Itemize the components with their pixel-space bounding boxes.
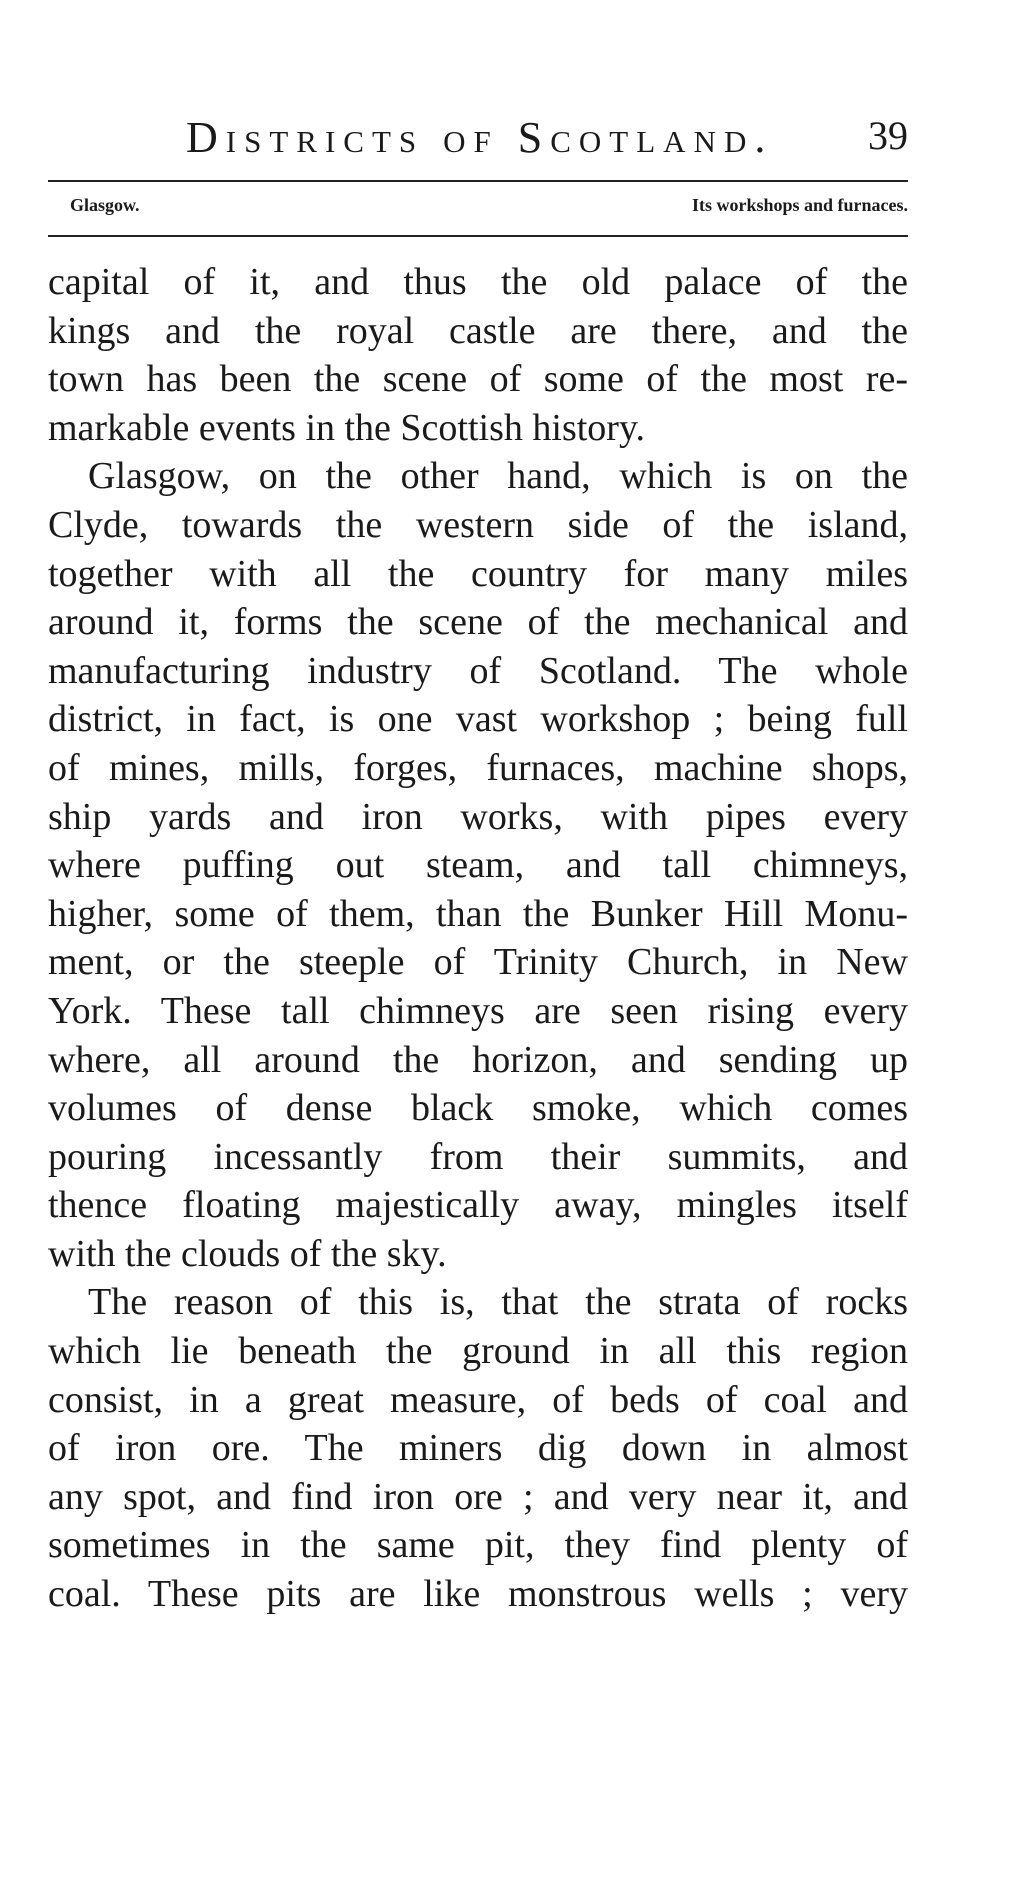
text-line: with the clouds of the sky. [48, 1232, 447, 1275]
running-header [48, 108, 908, 168]
text-line: ment, or the steeple of Trinity Church, in New [48, 941, 908, 984]
text-line: kings and the royal castle are there, and the [48, 309, 908, 352]
text-line: district, in fact, is one vast workshop ; being full [48, 698, 908, 741]
text-line: of iron ore. The miners dig down in almost [48, 1427, 908, 1470]
text-line: together with all the country for many miles [48, 552, 908, 595]
page-number: 39 [868, 113, 908, 158]
text-line: where, all around the horizon, and sending up [48, 1038, 908, 1081]
text-line: sometimes in the same pit, they find plenty of [48, 1524, 908, 1567]
text-line: The reason of this is, that the strata of rocks [88, 1281, 908, 1324]
text-line: markable events in the Scottish history. [48, 406, 645, 449]
text-line: any spot, and find iron ore ; and very near it, and [48, 1475, 908, 1518]
text-line: ship yards and iron works, with pipes every [48, 795, 908, 838]
header-rule-top [48, 180, 908, 182]
header-rule-bottom [48, 235, 908, 237]
text-line: consist, in a great measure, of beds of coal and [48, 1378, 908, 1421]
text-line: of mines, mills, forges, furnaces, machine shops, [48, 746, 908, 789]
text-line: where puffing out steam, and tall chimneys, [48, 844, 908, 887]
text-line: volumes of dense black smoke, which comes [48, 1087, 908, 1130]
text-line: around it, forms the scene of the mechanical and [48, 601, 908, 644]
right-subheading: Its workshops and furnaces. [691, 195, 908, 215]
text-line: higher, some of them, than the Bunker Hill Monu- [48, 892, 908, 935]
text-line: which lie beneath the ground in all this region [48, 1330, 908, 1373]
text-line: Clyde, towards the western side of the island, [48, 503, 908, 546]
body-text [48, 258, 908, 1619]
text-line: thence floating majestically away, mingles itself [48, 1184, 908, 1227]
running-title: Districts of Scotland. [186, 113, 774, 162]
text-line: manufacturing industry of Scotland. The whole [48, 649, 908, 692]
text-line: capital of it, and thus the old palace of the [48, 261, 908, 303]
text-line: pouring incessantly from their summits, and [48, 1135, 908, 1178]
text-line: coal. These pits are like monstrous wells ; very [48, 1573, 908, 1616]
text-line: Glasgow, on the other hand, which is on the [88, 455, 908, 498]
text-line: York. These tall chimneys are seen rising every [48, 989, 908, 1032]
text-line: town has been the scene of some of the most re- [48, 358, 908, 401]
left-subheading: Glasgow. [70, 195, 140, 215]
